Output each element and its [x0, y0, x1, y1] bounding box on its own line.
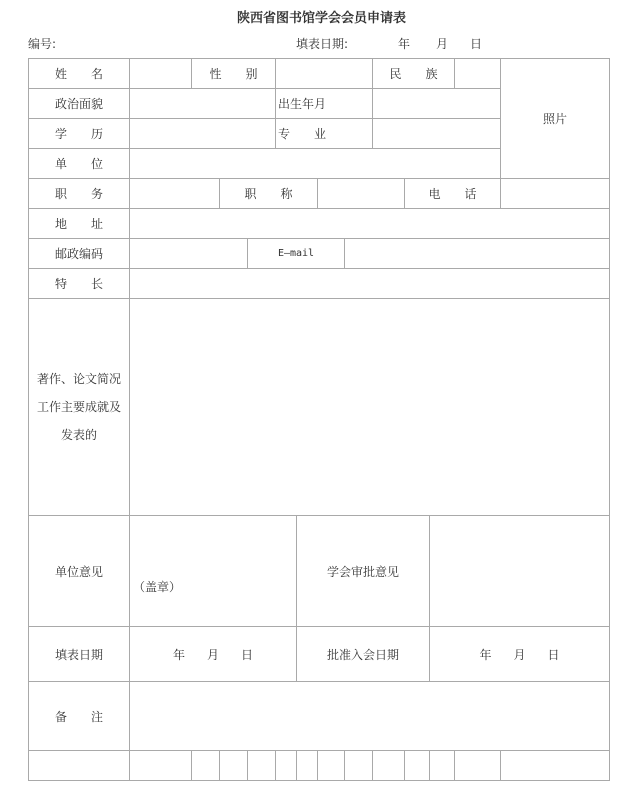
name-field[interactable]: [129, 58, 192, 89]
approve-date-field[interactable]: [429, 626, 610, 682]
empty-cell: [404, 750, 430, 781]
political-status-field[interactable]: [129, 88, 276, 119]
remarks-label: 备 注: [28, 681, 130, 751]
remarks-field[interactable]: [129, 681, 610, 751]
empty-cell: [129, 750, 192, 781]
empty-cell: [219, 750, 248, 781]
education-field[interactable]: [129, 118, 276, 149]
empty-cell: [296, 750, 318, 781]
phone-label: 电 话: [404, 178, 501, 209]
address-field[interactable]: [129, 208, 610, 239]
specialty-label: 特 长: [28, 268, 130, 299]
empty-cell: [191, 750, 220, 781]
position-label: 职 务: [28, 178, 130, 209]
empty-cell: [247, 750, 276, 781]
title-rank-label: 职 称: [219, 178, 318, 209]
empty-cell: [429, 750, 455, 781]
email-label: E—mail: [247, 238, 345, 269]
title-rank-field[interactable]: [317, 178, 405, 209]
employer-label: 单 位: [28, 148, 130, 179]
phone-field[interactable]: [500, 178, 610, 209]
works-label: [28, 298, 130, 516]
header-month: 月: [436, 37, 449, 51]
fill-date-row-label: 填表日期: [28, 626, 130, 682]
employer-opinion-field[interactable]: [129, 515, 297, 627]
birth-date-field[interactable]: [372, 88, 501, 119]
society-opinion-label: 学会审批意见: [296, 515, 430, 627]
position-field[interactable]: [129, 178, 220, 209]
fill-month: 月: [206, 647, 219, 662]
fill-date-label: 填表日期:: [296, 37, 349, 51]
ethnicity-label: 民 族: [372, 58, 455, 89]
empty-cell: [344, 750, 373, 781]
works-label-line1: 著作、论文简况: [36, 372, 121, 386]
form-title: 陕西省图书馆学会会员申请表: [236, 11, 406, 26]
major-label: 专 业: [275, 118, 373, 149]
approve-year: 年: [479, 647, 492, 662]
empty-cell: [275, 750, 297, 781]
gender-field[interactable]: [275, 58, 373, 89]
works-field[interactable]: [129, 298, 610, 516]
works-label-line3: 发表的: [60, 428, 97, 442]
works-label-line2: 工作主要成就及: [36, 400, 121, 414]
major-field[interactable]: [372, 118, 501, 149]
education-label: 学 历: [28, 118, 130, 149]
empty-cell: [317, 750, 345, 781]
empty-cell: [372, 750, 405, 781]
employer-opinion-label: 单位意见: [28, 515, 130, 627]
approve-day: 日: [547, 647, 560, 662]
empty-cell: [28, 750, 130, 781]
email-field[interactable]: [344, 238, 610, 269]
specialty-field[interactable]: [129, 268, 610, 299]
stamp-text: （盖章）: [133, 580, 182, 594]
header-day: 日: [470, 37, 483, 51]
approve-month: 月: [513, 647, 526, 662]
postcode-label: 邮政编码: [28, 238, 130, 269]
serial-label: 编号:: [28, 37, 57, 51]
political-status-label: 政治面貌: [28, 88, 130, 119]
photo-box[interactable]: 照片: [500, 58, 610, 179]
society-opinion-field[interactable]: [429, 515, 610, 627]
birth-date-label: 出生年月: [275, 88, 373, 119]
empty-cell: [454, 750, 501, 781]
postcode-field[interactable]: [129, 238, 248, 269]
fill-year: 年: [172, 647, 185, 662]
employer-field[interactable]: [129, 148, 501, 179]
name-label: 姓 名: [28, 58, 130, 89]
fill-date-field[interactable]: [129, 626, 297, 682]
address-label: 地 址: [28, 208, 130, 239]
gender-label: 性 别: [191, 58, 276, 89]
empty-cell: [500, 750, 610, 781]
header-year: 年: [398, 37, 411, 51]
ethnicity-field[interactable]: [454, 58, 501, 89]
approve-date-label: 批准入会日期: [296, 626, 430, 682]
fill-day: 日: [241, 647, 254, 662]
